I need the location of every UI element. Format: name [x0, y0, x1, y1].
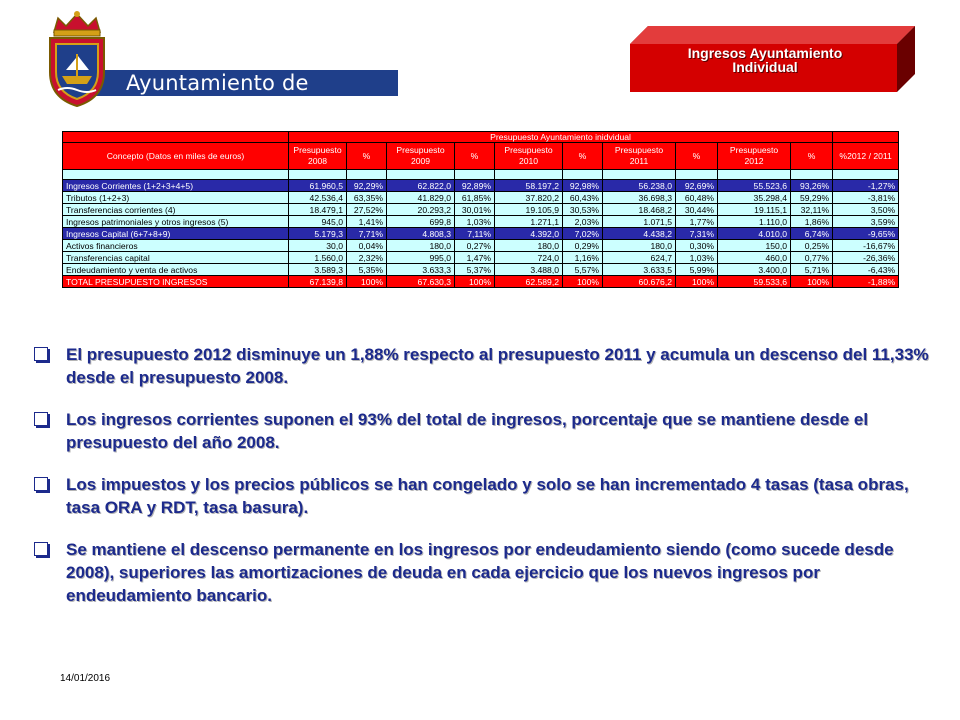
- table-cell: -3,81%: [833, 192, 899, 204]
- table-cell: 5,37%: [455, 264, 495, 276]
- table-cell: 19.105,9: [495, 204, 563, 216]
- table-cell: 3,50%: [833, 204, 899, 216]
- bullet-text: Se mantiene el descenso permanente en los ingresos por endeudamiento siendo (como sucede desde 2008), superiores las amortizaciones de deuda en cada ejercicio que los nuevos ingresos por endeudamiento bancario.: [66, 540, 894, 605]
- slide-title: [640, 46, 890, 74]
- table-cell: 180,0: [495, 240, 563, 252]
- table-cell: 20.293,2: [387, 204, 455, 216]
- table-cell: 60.676,2: [603, 276, 676, 288]
- table-cell: 3.633,5: [603, 264, 676, 276]
- header-cell: %: [676, 143, 718, 170]
- table-cell: 1.071,5: [603, 216, 676, 228]
- table-cell: 59.533,6: [718, 276, 791, 288]
- table-cell: -1,88%: [833, 276, 899, 288]
- bullet-item: [32, 538, 932, 607]
- header-cell: Presupuesto 2012: [718, 143, 791, 170]
- table-cell: 1,03%: [455, 216, 495, 228]
- checkbox-bullet-icon: [34, 542, 48, 556]
- table-cell: 56.238,0: [603, 180, 676, 192]
- table-cell: 0,77%: [791, 252, 833, 264]
- header-cell: %: [791, 143, 833, 170]
- caption-spacer: [63, 132, 289, 143]
- table-cell: 0,29%: [563, 240, 603, 252]
- table-cell: 4.010,0: [718, 228, 791, 240]
- row-label: Ingresos Capital (6+7+8+9): [63, 228, 289, 240]
- table-cell: 6,74%: [791, 228, 833, 240]
- slide-date: 14/01/2016: [60, 673, 111, 684]
- table-row: [63, 204, 899, 216]
- checkbox-bullet-icon: [34, 412, 48, 426]
- table-cell: 67.630,3: [387, 276, 455, 288]
- table-cell: 3.400,0: [718, 264, 791, 276]
- category-row: [63, 180, 899, 192]
- table-cell: 5,99%: [676, 264, 718, 276]
- bullet-item: [32, 408, 932, 454]
- category-row: [63, 228, 899, 240]
- table-row: [63, 216, 899, 228]
- table-cell: 92,89%: [455, 180, 495, 192]
- table-cell: 37.820,2: [495, 192, 563, 204]
- table-cell: 1,41%: [347, 216, 387, 228]
- bullet-item: [32, 343, 932, 389]
- table-cell: 92,98%: [563, 180, 603, 192]
- table-cell: 1,77%: [676, 216, 718, 228]
- ayuntamiento-logo: [30, 10, 370, 121]
- table-cell: 32,11%: [791, 204, 833, 216]
- table-cell: 60,48%: [676, 192, 718, 204]
- table-cell: 100%: [791, 276, 833, 288]
- checkbox-bullet-icon: [34, 477, 48, 491]
- table-cell: 4.808,3: [387, 228, 455, 240]
- row-label: Tributos (1+2+3): [63, 192, 289, 204]
- table-cell: 3,59%: [833, 216, 899, 228]
- crest-icon: [40, 10, 114, 110]
- slide-title-line1: Ingresos Ayuntamiento: [687, 45, 843, 61]
- table-cell: 92,69%: [676, 180, 718, 192]
- table-cell: 61.960,5: [289, 180, 347, 192]
- table-cell: 63,35%: [347, 192, 387, 204]
- table-cell: 5,71%: [791, 264, 833, 276]
- total-row: [63, 276, 899, 288]
- table-cell: 5,35%: [347, 264, 387, 276]
- table-cell: 7,02%: [563, 228, 603, 240]
- table-cell: 724,0: [495, 252, 563, 264]
- table-row: [63, 252, 899, 264]
- table-cell: 7,31%: [676, 228, 718, 240]
- table-cell: 180,0: [603, 240, 676, 252]
- table-cell: 1,16%: [563, 252, 603, 264]
- table-cell: 30,0: [289, 240, 347, 252]
- table-cell: 4.392,0: [495, 228, 563, 240]
- table-cell: 60,43%: [563, 192, 603, 204]
- table-cell: 62.589,2: [495, 276, 563, 288]
- table-cell: 4.438,2: [603, 228, 676, 240]
- bullet-item: [32, 473, 932, 519]
- table-cell: 0,30%: [676, 240, 718, 252]
- row-label: Activos financieros: [63, 240, 289, 252]
- table-cell: 58.197,2: [495, 180, 563, 192]
- table-cell: 7,11%: [455, 228, 495, 240]
- table-cell: 2,32%: [347, 252, 387, 264]
- bullet-text: El presupuesto 2012 disminuye un 1,88% respecto al presupuesto 2011 y acumula un descenso del 11,33% desde el presupuesto 2008.: [66, 345, 929, 387]
- table-caption: Presupuesto Ayuntamiento inidvidual: [289, 132, 833, 143]
- header-cell: Presupuesto 2009: [387, 143, 455, 170]
- table-cell: 3.589,3: [289, 264, 347, 276]
- row-label: TOTAL PRESUPUESTO INGRESOS: [63, 276, 289, 288]
- table-row: [63, 240, 899, 252]
- bullet-text: Los impuestos y los precios públicos se han congelado y solo se han incrementado 4 tasas (tasa obras, tasa ORA y RDT, tasa basura).: [66, 475, 909, 517]
- table-cell: 180,0: [387, 240, 455, 252]
- table-cell: 92,29%: [347, 180, 387, 192]
- table-cell: 1.560,0: [289, 252, 347, 264]
- table-caption-row: [63, 132, 899, 143]
- row-label: Ingresos Corrientes (1+2+3+4+5): [63, 180, 289, 192]
- table-cell: 93,26%: [791, 180, 833, 192]
- table-header-row: [63, 143, 899, 170]
- table-row: [63, 264, 899, 276]
- table-cell: 624,7: [603, 252, 676, 264]
- table-cell: 18.479,1: [289, 204, 347, 216]
- table-cell: 3.488,0: [495, 264, 563, 276]
- table-cell: 945,0: [289, 216, 347, 228]
- table-cell: 1.271,1: [495, 216, 563, 228]
- table-cell: 61,85%: [455, 192, 495, 204]
- header-cell: %: [563, 143, 603, 170]
- table-cell: 62.822,0: [387, 180, 455, 192]
- table-cell: 7,71%: [347, 228, 387, 240]
- table-cell: 995,0: [387, 252, 455, 264]
- row-label: Ingresos patrimoniales y otros ingresos (5): [63, 216, 289, 228]
- table-cell: 100%: [347, 276, 387, 288]
- table-cell: -6,43%: [833, 264, 899, 276]
- table-cell: 1,03%: [676, 252, 718, 264]
- header-cell: Presupuesto 2010: [495, 143, 563, 170]
- table-row: [63, 192, 899, 204]
- table-cell: 3.633,3: [387, 264, 455, 276]
- table-cell: 1,47%: [455, 252, 495, 264]
- budget-table: [62, 131, 899, 288]
- table-cell: 18.468,2: [603, 204, 676, 216]
- table-cell: -26,36%: [833, 252, 899, 264]
- table-cell: 42.536,4: [289, 192, 347, 204]
- table-cell: 59,29%: [791, 192, 833, 204]
- table-cell: 0,25%: [791, 240, 833, 252]
- table-cell: 100%: [676, 276, 718, 288]
- caption-spacer: [833, 132, 899, 143]
- table-cell: 35.298,4: [718, 192, 791, 204]
- header-cell: Presupuesto 2008: [289, 143, 347, 170]
- table-cell: 41.829,0: [387, 192, 455, 204]
- table-cell: 0,04%: [347, 240, 387, 252]
- table-cell: 36.698,3: [603, 192, 676, 204]
- slide-title-line2: Individual: [732, 59, 798, 75]
- header-cell: Presupuesto 2011: [603, 143, 676, 170]
- table-cell: 1.110,0: [718, 216, 791, 228]
- table-cell: 19.115,1: [718, 204, 791, 216]
- brand-name: Ayuntamiento de Avilés: [126, 71, 309, 121]
- table-cell: 5,57%: [563, 264, 603, 276]
- table-cell: 0,27%: [455, 240, 495, 252]
- table-cell: 150,0: [718, 240, 791, 252]
- table-cell: 2,03%: [563, 216, 603, 228]
- table-cell: 100%: [563, 276, 603, 288]
- table-cell: 460,0: [718, 252, 791, 264]
- row-label: Transferencias capital: [63, 252, 289, 264]
- table-cell: 30,01%: [455, 204, 495, 216]
- table-cell: 1,86%: [791, 216, 833, 228]
- bullet-list: [32, 343, 932, 626]
- table-cell: 27,52%: [347, 204, 387, 216]
- table-cell: 67.139,8: [289, 276, 347, 288]
- header-concepto: Concepto (Datos en miles de euros): [63, 143, 289, 170]
- table-cell: 100%: [455, 276, 495, 288]
- checkbox-bullet-icon: [34, 347, 48, 361]
- bullet-text: Los ingresos corrientes suponen el 93% del total de ingresos, porcentaje que se mantiene desde el presupuesto del año 2008.: [66, 410, 869, 452]
- table-cell: -16,67%: [833, 240, 899, 252]
- table-cell: 699,8: [387, 216, 455, 228]
- row-label: Endeudamiento y venta de activos: [63, 264, 289, 276]
- table-cell: 30,44%: [676, 204, 718, 216]
- header-cell: %: [347, 143, 387, 170]
- table-cell: -1,27%: [833, 180, 899, 192]
- header-cell: %: [455, 143, 495, 170]
- table-cell: -9,65%: [833, 228, 899, 240]
- table-cell: 5.179,3: [289, 228, 347, 240]
- spacer-row: [63, 170, 899, 180]
- table-cell: 30,53%: [563, 204, 603, 216]
- table-cell: 55.523,6: [718, 180, 791, 192]
- row-label: Transferencias corrientes (4): [63, 204, 289, 216]
- header-cell: %2012 / 2011: [833, 143, 899, 170]
